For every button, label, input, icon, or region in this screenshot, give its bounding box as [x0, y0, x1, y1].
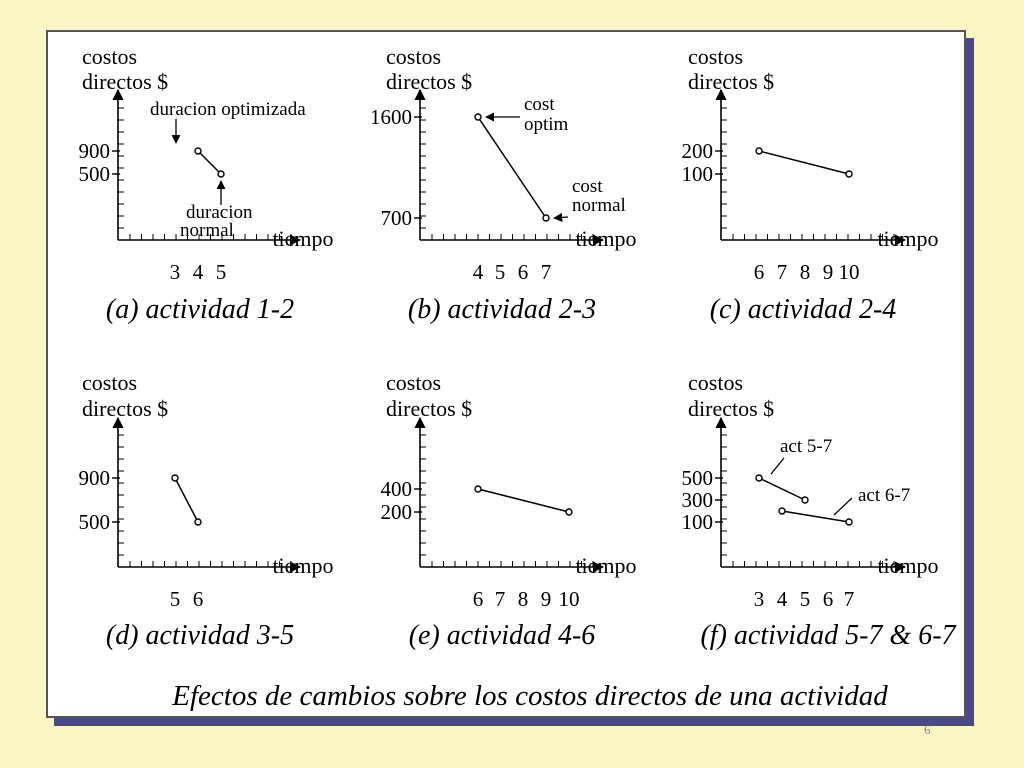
chart-1-annotation-normal: normal [180, 220, 234, 241]
chart-5-y-tick-label: 200 [380, 500, 412, 524]
chart-3-y-tick-label: 200 [681, 139, 713, 163]
chart-2-x-tick-label: 5 [494, 260, 506, 284]
chart-4-x-tick-label: 5 [169, 587, 181, 611]
chart-1-annotation-duracion: duracion [186, 202, 253, 223]
chart-2-series-1-point [475, 114, 481, 120]
chart-4-xlabel: tiempo [272, 553, 334, 578]
chart-2-y-tick-label: 1600 [370, 105, 412, 129]
chart-1-series-1-point [195, 148, 201, 154]
chart-3-y-tick-label: 100 [681, 162, 713, 186]
chart-3-ylabel-line-2: directos $ [688, 69, 775, 94]
chart-2-annotation-normal: normal [572, 195, 626, 216]
chart-1-ylabel-line-1: costos [82, 44, 137, 69]
chart-2-ylabel-line-1: costos [386, 44, 441, 69]
chart-1-y-tick-label: 900 [78, 139, 110, 163]
chart-2-x-tick-label: 7 [540, 260, 552, 284]
chart-2-xlabel: tiempo [575, 226, 637, 251]
chart-2-arrow-normal [554, 217, 568, 218]
chart-6-series-1-point [802, 497, 808, 503]
chart-5-y-tick-label: 400 [380, 477, 412, 501]
chart-4-caption: (d) actividad 3-5 [105, 620, 295, 651]
chart-6-x-tick-label: 7 [843, 587, 855, 611]
chart-6-x-tick-label: 4 [776, 587, 788, 611]
chart-5-x-tick-label: 10 [558, 587, 580, 611]
chart-5-caption: (e) actividad 4-6 [408, 620, 596, 651]
chart-2-annotation-cost-2: cost [572, 176, 603, 197]
chart-5-x-tick-label: 6 [472, 587, 484, 611]
chart-5-x-tick-label: 7 [494, 587, 506, 611]
chart-6-series-1-point [756, 475, 762, 481]
chart-6-ylabel-line-2: directos $ [688, 396, 775, 421]
chart-4-ylabel-line-2: directos $ [82, 396, 169, 421]
chart-6-x-tick-label: 3 [753, 587, 765, 611]
chart-3-series-1-point [846, 171, 852, 177]
chart-6-ylabel-line-1: costos [688, 370, 743, 395]
chart-2-caption: (b) actividad 2-3 [407, 294, 597, 325]
chart-4-ylabel-line-1: costos [82, 370, 137, 395]
chart-4-x-tick-label: 6 [192, 587, 204, 611]
chart-3-x-tick-label: 6 [753, 260, 765, 284]
chart-6-caption: (f) actividad 5-7 & 6-7 [700, 620, 956, 651]
chart-5-series-1-line [478, 489, 569, 512]
chart-6-x-tick-label: 6 [822, 587, 834, 611]
chart-3-x-tick-label: 8 [799, 260, 811, 284]
chart-6-xlabel: tiempo [877, 553, 939, 578]
chart-4-series-1-point [172, 475, 178, 481]
chart-6-series-2-point [846, 519, 852, 525]
chart-5-ylabel-line-1: costos [386, 370, 441, 395]
chart-6-annotation-act-6-7: act 6-7 [858, 485, 911, 506]
footer-title: Efectos de cambios sobre los costos directos de una actividad [172, 680, 888, 712]
chart-2-y-tick-label: 700 [380, 206, 412, 230]
chart-5-series-1-point [475, 486, 481, 492]
chart-3-caption: (c) actividad 2-4 [709, 294, 897, 325]
chart-5-x-tick-label: 8 [517, 587, 529, 611]
chart-6-leader-act-5-7 [771, 458, 784, 474]
chart-2-annotation-cost-1: cost [524, 94, 555, 115]
chart-2-series-1-point [543, 215, 549, 221]
chart-2-x-tick-label: 4 [472, 260, 484, 284]
chart-2-annotation-optim: optim [524, 114, 569, 135]
chart-1-x-tick-label: 3 [169, 260, 181, 284]
chart-6-y-tick-label: 300 [681, 488, 713, 512]
chart-1-ylabel-line-2: directos $ [82, 69, 169, 94]
chart-6-leader-act-6-7 [834, 498, 852, 515]
chart-3-x-tick-label: 9 [822, 260, 834, 284]
chart-6-y-tick-label: 500 [681, 466, 713, 490]
chart-6-x-tick-label: 5 [799, 587, 811, 611]
chart-6-y-tick-label: 100 [681, 510, 713, 534]
chart-1-x-tick-label: 4 [192, 260, 204, 284]
chart-1-caption: (a) actividad 1-2 [105, 294, 295, 325]
chart-3-x-tick-label: 10 [838, 260, 860, 284]
chart-5-series-1-point [566, 509, 572, 515]
chart-3-series-1-line [759, 151, 849, 174]
chart-1-y-tick-label: 500 [78, 162, 110, 186]
chart-2-x-tick-label: 6 [517, 260, 529, 284]
chart-3-x-tick-label: 7 [776, 260, 788, 284]
chart-4-y-tick-label: 500 [78, 510, 110, 534]
chart-2-ylabel-line-2: directos $ [386, 69, 473, 94]
chart-3-xlabel: tiempo [877, 226, 939, 251]
chart-5-x-tick-label: 9 [540, 587, 552, 611]
chart-3-series-1-point [756, 148, 762, 154]
chart-5-ylabel-line-2: directos $ [386, 396, 473, 421]
chart-1-annotation-optimizada: duracion optimizada [150, 99, 306, 120]
chart-5-xlabel: tiempo [575, 553, 637, 578]
chart-6-series-1-line [759, 478, 805, 500]
chart-4-series-1-line [175, 478, 198, 522]
page-number: 6 [924, 722, 931, 737]
chart-6-annotation-act-5-7: act 5-7 [780, 436, 833, 457]
chart-1-x-tick-label: 5 [215, 260, 227, 284]
chart-1-xlabel: tiempo [272, 226, 334, 251]
chart-4-y-tick-label: 900 [78, 466, 110, 490]
chart-3-ylabel-line-1: costos [688, 44, 743, 69]
chart-6-series-2-point [779, 508, 785, 514]
chart-1-series-1-point [218, 171, 224, 177]
chart-4-series-1-point [195, 519, 201, 525]
chart-1-series-1-line [198, 151, 221, 174]
chart-6-series-2-line [782, 511, 849, 522]
